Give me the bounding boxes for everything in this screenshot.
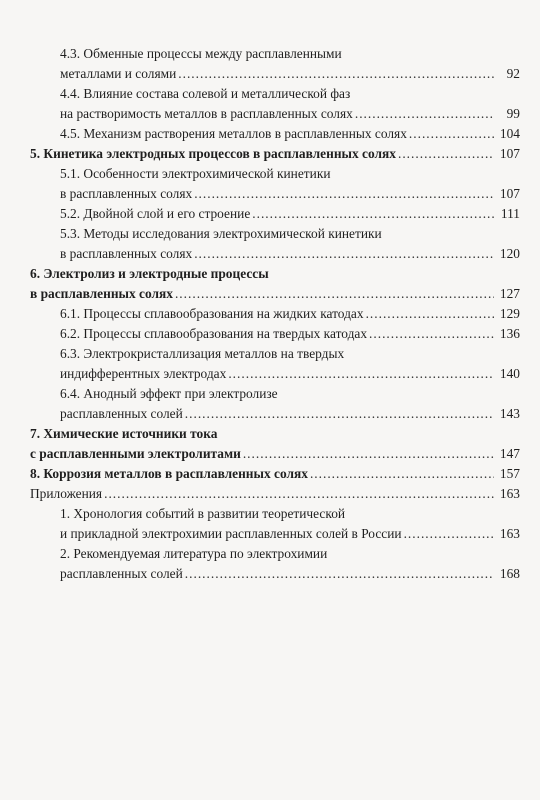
dot-leader bbox=[185, 404, 494, 424]
toc-page-number: 143 bbox=[499, 406, 520, 421]
toc-entry-title: индифферентных электродах bbox=[60, 366, 227, 381]
dot-leader bbox=[243, 444, 494, 464]
toc-entry-title: 6.2. Процессы сплавообразования на твердых катодах bbox=[60, 326, 368, 341]
toc-page-number: 92 bbox=[506, 66, 520, 81]
toc-entry[interactable] bbox=[30, 164, 520, 204]
toc-entry-title: 5.1. Особенности электрохимической кинетики bbox=[60, 166, 331, 181]
dot-leader bbox=[175, 284, 494, 304]
dot-leader bbox=[228, 364, 494, 384]
toc-entry[interactable] bbox=[30, 344, 520, 384]
toc-entry-title: с расплавленными электролитами bbox=[30, 446, 241, 461]
toc-page-number: 157 bbox=[499, 466, 520, 481]
toc-entry-title: 6.3. Электрокристаллизация металлов на твердых bbox=[60, 346, 345, 361]
toc-entry-title: 4.3. Обменные процессы между расплавленными bbox=[60, 46, 342, 61]
toc-entry-title: расплавленных солей bbox=[60, 566, 183, 581]
toc-entry[interactable] bbox=[30, 144, 520, 164]
toc-entry-title: 7. Химические источники тока bbox=[30, 426, 218, 441]
toc-entry[interactable] bbox=[30, 224, 520, 264]
toc-entry-title: 6.4. Анодный эффект при электролизе bbox=[60, 386, 278, 401]
dot-leader bbox=[104, 484, 494, 504]
toc-entry-title: 5.3. Методы исследования электрохимической кинетики bbox=[60, 226, 382, 241]
toc-entry[interactable] bbox=[30, 484, 520, 504]
toc-entry[interactable] bbox=[30, 304, 520, 324]
toc-entry-title: металлами и солями bbox=[60, 66, 177, 81]
toc-entry-title: Приложения bbox=[30, 486, 103, 501]
toc-page-number: 129 bbox=[499, 306, 520, 321]
toc-entry[interactable] bbox=[30, 544, 520, 584]
toc-entry-title: 1. Хронология событий в развитии теоретической bbox=[60, 506, 346, 521]
dot-leader bbox=[366, 304, 494, 324]
toc-entry-title: 6. Электролиз и электродные процессы bbox=[30, 266, 269, 281]
toc-entry[interactable] bbox=[30, 464, 520, 484]
toc-page-number: 99 bbox=[506, 106, 520, 121]
toc-entry-title: на растворимость металлов в расплавленных солях bbox=[60, 106, 353, 121]
toc-page-number: 147 bbox=[499, 446, 520, 461]
toc-entry-title: в расплавленных солях bbox=[60, 246, 193, 261]
toc-page-number: 136 bbox=[499, 326, 520, 341]
dot-leader bbox=[355, 104, 494, 124]
dot-leader bbox=[369, 324, 494, 344]
toc-page-number: 107 bbox=[499, 146, 520, 161]
dot-leader bbox=[178, 64, 494, 84]
toc-entry-title: в расплавленных солях bbox=[30, 286, 173, 301]
toc-page-number: 163 bbox=[499, 486, 520, 501]
toc-page-number: 163 bbox=[499, 526, 520, 541]
toc-entry-title: в расплавленных солях bbox=[60, 186, 193, 201]
toc-entry[interactable] bbox=[30, 384, 520, 424]
toc-page-number: 104 bbox=[499, 126, 520, 141]
toc-entry[interactable] bbox=[30, 204, 520, 224]
dot-leader bbox=[252, 204, 494, 224]
dot-leader bbox=[310, 464, 494, 484]
dot-leader bbox=[398, 144, 494, 164]
toc-page-number: 111 bbox=[500, 206, 520, 221]
toc-entry-title: 5.2. Двойной слой и его строение bbox=[60, 206, 251, 221]
toc-page-number: 127 bbox=[499, 286, 520, 301]
dot-leader bbox=[185, 564, 494, 584]
toc-entry-title: и прикладной электрохимии расплавленных солей в России bbox=[60, 526, 402, 541]
dot-leader bbox=[194, 244, 494, 264]
dot-leader bbox=[194, 184, 494, 204]
dot-leader bbox=[404, 524, 494, 544]
toc-page-number: 120 bbox=[499, 246, 520, 261]
toc-entry-title: расплавленных солей bbox=[60, 406, 183, 421]
toc-entry[interactable] bbox=[30, 124, 520, 144]
toc-entry[interactable] bbox=[30, 504, 520, 544]
toc-entry-title: 2. Рекомендуемая литература по электрохимии bbox=[60, 546, 328, 561]
toc-entry[interactable] bbox=[30, 264, 520, 304]
toc-entry[interactable] bbox=[30, 84, 520, 124]
dot-leader bbox=[409, 124, 494, 144]
toc-page-number: 168 bbox=[499, 566, 520, 581]
toc-entry-title: 5. Кинетика электродных процессов в расплавленных солях bbox=[30, 146, 396, 161]
toc-entry[interactable] bbox=[30, 424, 520, 464]
toc-entry-title: 6.1. Процессы сплавообразования на жидких катодах bbox=[60, 306, 364, 321]
table-of-contents bbox=[30, 44, 520, 584]
toc-entry-title: 4.4. Влияние состава солевой и металлической фаз bbox=[60, 86, 351, 101]
toc-entry[interactable] bbox=[30, 44, 520, 84]
toc-page-number: 107 bbox=[499, 186, 520, 201]
toc-page-number: 140 bbox=[499, 366, 520, 381]
toc-entry-title: 8. Коррозия металлов в расплавленных солях bbox=[30, 466, 308, 481]
toc-entry[interactable] bbox=[30, 324, 520, 344]
toc-entry-title: 4.5. Механизм растворения металлов в расплавленных солях bbox=[60, 126, 407, 141]
